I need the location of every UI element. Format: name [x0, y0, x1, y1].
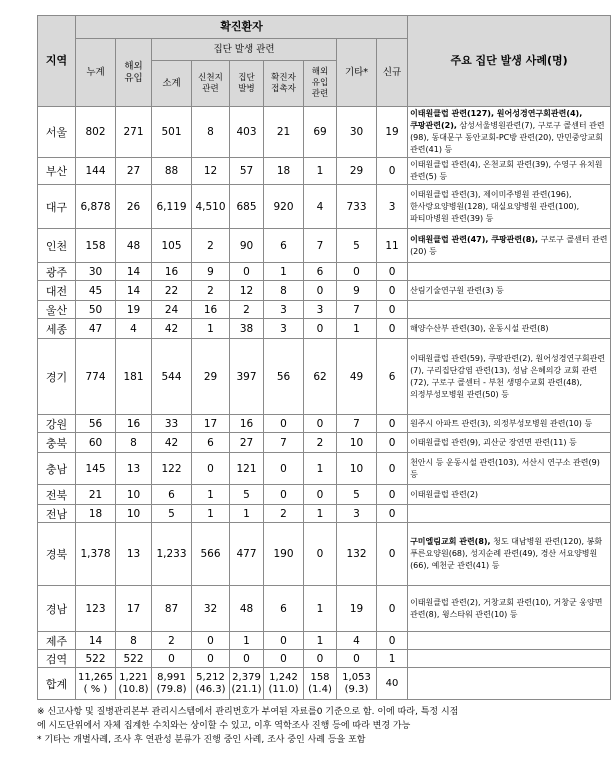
cell-other: 29: [337, 158, 377, 185]
cell-other: 10: [337, 433, 377, 453]
cell-shincheonji: 0: [192, 632, 230, 650]
confirmed-cases-table: [37, 15, 611, 700]
cell-new: 3: [377, 185, 408, 229]
cases-text: 천안시 등 운동시설 관련(103), 서산시 연구소 관련(9) 등: [410, 457, 600, 479]
cell-other: 5: [337, 229, 377, 263]
total-percent: (11.0): [268, 683, 299, 695]
cell-overseas: 14: [116, 281, 152, 301]
cell-overseas-rel: 0: [304, 281, 337, 301]
cell-overseas-rel: 1: [304, 632, 337, 650]
header-new: 신규: [377, 39, 408, 107]
cell-new: 1: [377, 650, 408, 668]
cases-bold-text: 구미엘림교회 관련(8),: [410, 537, 491, 546]
cell-contact: 0: [264, 415, 304, 433]
cases-cell: [408, 319, 611, 339]
cell-overseas: 181: [116, 339, 152, 415]
cell-overseas-rel: 4: [304, 185, 337, 229]
cell-overseas-rel: 0: [304, 319, 337, 339]
cell-overseas-rel: 1: [304, 505, 337, 523]
cell-new: 0: [377, 281, 408, 301]
cell-contact: 3: [264, 301, 304, 319]
cell-group: 27: [230, 433, 264, 453]
cell-overseas-rel: 0: [304, 415, 337, 433]
cell-total: 21: [76, 485, 116, 505]
cell-overseas: 8: [116, 433, 152, 453]
cases-cell: [408, 301, 611, 319]
total-value: 5,212: [196, 671, 225, 683]
cell-shincheonji: 2: [192, 229, 230, 263]
cell-group: 0: [230, 263, 264, 281]
total-value: 1,221: [119, 671, 148, 683]
total-cell-total: [76, 668, 116, 700]
total-cell-contact: [264, 668, 304, 700]
table-row: [38, 263, 611, 281]
cell-total: 14: [76, 632, 116, 650]
footnote-line: * 기타는 개별사례, 조사 후 연관성 분류가 진행 중인 사례, 조사 중인 사례 등을 포함: [37, 735, 366, 745]
cell-group: 0: [230, 650, 264, 668]
header-contact: 확진자 접촉자: [264, 61, 304, 107]
cell-subtotal: 22: [152, 281, 192, 301]
table-row: [38, 319, 611, 339]
total-value: 1,242: [269, 671, 298, 683]
cell-overseas: 27: [116, 158, 152, 185]
cell-other: 733: [337, 185, 377, 229]
cell-total: 18: [76, 505, 116, 523]
cell-other: 5: [337, 485, 377, 505]
cell-contact: 8: [264, 281, 304, 301]
cell-total: 123: [76, 586, 116, 632]
cell-subtotal: 16: [152, 263, 192, 281]
cell-total: 145: [76, 453, 116, 485]
cases-text: 구로구 콜센터 관련(20) 등: [410, 234, 608, 256]
total-cell-group: [230, 668, 264, 700]
cell-group: 685: [230, 185, 264, 229]
cell-contact: 6: [264, 586, 304, 632]
header-confirmed: 확진환자: [76, 16, 408, 39]
total-value: 158: [310, 671, 330, 683]
cell-subtotal: 544: [152, 339, 192, 415]
table-body: [38, 107, 611, 700]
cell-new: 0: [377, 586, 408, 632]
totals-row: [38, 668, 611, 700]
region-cell: 광주: [38, 263, 76, 281]
cases-cell: [408, 632, 611, 650]
cases-cell: [408, 107, 611, 158]
table-row: [38, 650, 611, 668]
cell-overseas: 4: [116, 319, 152, 339]
cell-overseas-rel: 0: [304, 485, 337, 505]
cell-subtotal: 122: [152, 453, 192, 485]
cell-shincheonji: 0: [192, 453, 230, 485]
table-row: [38, 485, 611, 505]
cell-subtotal: 5: [152, 505, 192, 523]
cell-other: 30: [337, 107, 377, 158]
cell-total: 158: [76, 229, 116, 263]
region-cell: 전남: [38, 505, 76, 523]
cases-text: 이태원클럽 관련(4), 온천교회 관련(39), 수영구 유치원 관련(5) 등: [410, 160, 603, 181]
cell-other: 0: [337, 650, 377, 668]
cell-total: 56: [76, 415, 116, 433]
footnote-line: 에 시도단위에서 자체 집계한 수치와는 상이할 수 있고, 이후 역학조사 진행 등에 따라 변경 가능: [37, 721, 411, 731]
cell-overseas-rel: 62: [304, 339, 337, 415]
cases-cell: [408, 505, 611, 523]
cases-cell: [408, 339, 611, 415]
cell-new: 0: [377, 505, 408, 523]
totals-label: 합계: [38, 668, 76, 700]
table-row: [38, 586, 611, 632]
cell-shincheonji: 0: [192, 650, 230, 668]
cell-shincheonji: 9: [192, 263, 230, 281]
cell-new: 0: [377, 319, 408, 339]
total-percent: ( % ): [83, 683, 108, 695]
cell-total: 45: [76, 281, 116, 301]
cell-new: 19: [377, 107, 408, 158]
total-cell-other: [337, 668, 377, 700]
total-cell-overseas: [116, 668, 152, 700]
table-row: [38, 415, 611, 433]
cell-overseas-rel: 6: [304, 263, 337, 281]
cell-total: 522: [76, 650, 116, 668]
totals-cases-empty: [408, 668, 611, 700]
cases-cell: [408, 158, 611, 185]
table-row: [38, 632, 611, 650]
cell-total: 144: [76, 158, 116, 185]
cases-cell: [408, 523, 611, 586]
table-row: [38, 229, 611, 263]
cell-other: 7: [337, 301, 377, 319]
cell-shincheonji: 17: [192, 415, 230, 433]
cell-group: 16: [230, 415, 264, 433]
table-row: [38, 301, 611, 319]
cell-other: 3: [337, 505, 377, 523]
cell-group: 1: [230, 505, 264, 523]
cell-overseas: 10: [116, 505, 152, 523]
cell-overseas: 8: [116, 632, 152, 650]
region-cell: 경북: [38, 523, 76, 586]
cell-contact: 1: [264, 263, 304, 281]
cell-contact: 190: [264, 523, 304, 586]
cell-total: 30: [76, 263, 116, 281]
cell-subtotal: 1,233: [152, 523, 192, 586]
header-cluster: 집단 발생 관련: [152, 39, 337, 61]
cell-subtotal: 24: [152, 301, 192, 319]
cell-other: 4: [337, 632, 377, 650]
cell-contact: 3: [264, 319, 304, 339]
cell-shincheonji: 2: [192, 281, 230, 301]
cases-text: 이태원클럽 관련(9), 괴산군 장연면 관련(11) 등: [410, 437, 577, 447]
header-total: 누계: [76, 39, 116, 107]
region-cell: 대전: [38, 281, 76, 301]
cell-overseas: 13: [116, 453, 152, 485]
cell-total: 6,878: [76, 185, 116, 229]
cell-subtotal: 501: [152, 107, 192, 158]
cell-overseas-rel: 69: [304, 107, 337, 158]
cell-overseas-rel: 7: [304, 229, 337, 263]
cell-overseas: 10: [116, 485, 152, 505]
cell-subtotal: 6: [152, 485, 192, 505]
cases-cell: [408, 229, 611, 263]
cases-text: 원주시 아파트 관련(3), 의정부성모병원 관련(10) 등: [410, 418, 593, 428]
cell-overseas-rel: 1: [304, 453, 337, 485]
cases-cell: [408, 185, 611, 229]
cell-shincheonji: 566: [192, 523, 230, 586]
cases-text: 삼성서울병원관련(7), 구로구 콜센터 관련(98), 동대문구 동안교회-PC방 관련(20), 만민중앙교회 관련(41) 등: [410, 121, 605, 154]
cell-new: 0: [377, 523, 408, 586]
cell-total: 774: [76, 339, 116, 415]
table-row: [38, 339, 611, 415]
cell-subtotal: 6,119: [152, 185, 192, 229]
total-percent: (10.8): [118, 683, 149, 695]
region-cell: 경기: [38, 339, 76, 415]
cell-new: 0: [377, 632, 408, 650]
cell-overseas: 271: [116, 107, 152, 158]
cell-contact: 0: [264, 650, 304, 668]
region-cell: 부산: [38, 158, 76, 185]
region-cell: 서울: [38, 107, 76, 158]
cases-text: 청도 대남병원 관련(120), 봉화 푸른요양원(68), 성지순례 관련(49), 경산 서요양병원(66), 예천군 관련(41) 등: [410, 537, 603, 570]
region-cell: 대구: [38, 185, 76, 229]
cases-cell: [408, 263, 611, 281]
cell-subtotal: 2: [152, 632, 192, 650]
cell-total: 47: [76, 319, 116, 339]
cell-new: 0: [377, 263, 408, 281]
cell-group: 1: [230, 632, 264, 650]
cell-new: 6: [377, 339, 408, 415]
cases-cell: [408, 586, 611, 632]
total-percent: (21.1): [231, 683, 262, 695]
cell-contact: 21: [264, 107, 304, 158]
table-row: [38, 453, 611, 485]
total-cell-subtotal: [152, 668, 192, 700]
header-other: 기타*: [337, 39, 377, 107]
cell-new: 0: [377, 433, 408, 453]
header-region: 지역: [38, 16, 76, 107]
region-cell: 충남: [38, 453, 76, 485]
cell-total: 50: [76, 301, 116, 319]
cell-subtotal: 0: [152, 650, 192, 668]
header-group-outbreak: 집단 발병: [230, 61, 264, 107]
header-cases: 주요 집단 발생 사례(명): [408, 16, 611, 107]
cell-overseas-rel: 0: [304, 650, 337, 668]
cell-group: 121: [230, 453, 264, 485]
table-row: [38, 523, 611, 586]
cases-text: 이태원클럽 관련(59), 쿠팡관련(2), 원어성경연구회관련(7), 구리집단감염 관련(13), 성남 은혜의강 교회 관련(72), 구로구 콜센터 - 부천 생명수교회 관련(48), 의정부성모병원 관련(50) 등: [410, 353, 606, 399]
cases-cell: [408, 433, 611, 453]
cell-new: 0: [377, 485, 408, 505]
cell-shincheonji: 16: [192, 301, 230, 319]
cases-text: 이태원클럽 관련(2): [410, 489, 479, 499]
cell-contact: 0: [264, 453, 304, 485]
cell-contact: 2: [264, 505, 304, 523]
cell-subtotal: 88: [152, 158, 192, 185]
cell-contact: 6: [264, 229, 304, 263]
cases-text: 해양수산부 관련(30), 운동시설 관련(8): [410, 323, 549, 333]
cell-new: 0: [377, 453, 408, 485]
cell-group: 90: [230, 229, 264, 263]
total-value: 1,053: [342, 671, 371, 683]
cell-contact: 18: [264, 158, 304, 185]
cell-shincheonji: 1: [192, 505, 230, 523]
total-percent: (79.8): [156, 683, 187, 695]
cell-other: 49: [337, 339, 377, 415]
header-overseas-related: 해외 유입 관련: [304, 61, 337, 107]
region-cell: 세종: [38, 319, 76, 339]
total-percent: (46.3): [195, 683, 226, 695]
cell-overseas: 14: [116, 263, 152, 281]
cell-other: 19: [337, 586, 377, 632]
cell-other: 0: [337, 263, 377, 281]
region-cell: 전북: [38, 485, 76, 505]
region-cell: 검역: [38, 650, 76, 668]
covid-table-wrapper: [37, 15, 610, 747]
cell-overseas-rel: 1: [304, 158, 337, 185]
cell-overseas: 19: [116, 301, 152, 319]
region-cell: 인천: [38, 229, 76, 263]
cases-cell: [408, 650, 611, 668]
cell-overseas-rel: 3: [304, 301, 337, 319]
cell-group: 38: [230, 319, 264, 339]
cell-group: 57: [230, 158, 264, 185]
total-value: 11,265: [78, 671, 113, 683]
cell-subtotal: 105: [152, 229, 192, 263]
cell-new: 11: [377, 229, 408, 263]
cell-group: 48: [230, 586, 264, 632]
region-cell: 제주: [38, 632, 76, 650]
table-row: [38, 185, 611, 229]
cases-text: 이태원클럽 관련(3), 제이미주병원 관련(196), 한사랑요양병원(128), 대실요양병원 관련(100), 파티마병원 관련(39) 등: [410, 189, 580, 223]
total-cell-new: 40: [377, 668, 408, 700]
cell-other: 9: [337, 281, 377, 301]
cell-shincheonji: 1: [192, 319, 230, 339]
cell-shincheonji: 8: [192, 107, 230, 158]
table-row: [38, 281, 611, 301]
total-value: 2,379: [232, 671, 261, 683]
region-cell: 울산: [38, 301, 76, 319]
cell-subtotal: 42: [152, 319, 192, 339]
cell-other: 132: [337, 523, 377, 586]
cell-other: 7: [337, 415, 377, 433]
cell-contact: 0: [264, 485, 304, 505]
cell-overseas: 13: [116, 523, 152, 586]
cell-shincheonji: 29: [192, 339, 230, 415]
cell-overseas-rel: 0: [304, 523, 337, 586]
cases-cell: [408, 415, 611, 433]
total-percent: (1.4): [308, 683, 332, 695]
cell-shincheonji: 6: [192, 433, 230, 453]
table-row: [38, 505, 611, 523]
cell-other: 1: [337, 319, 377, 339]
cell-contact: 0: [264, 632, 304, 650]
region-cell: 경남: [38, 586, 76, 632]
region-cell: 충북: [38, 433, 76, 453]
header-subtotal: 소계: [152, 61, 192, 107]
cell-shincheonji: 1: [192, 485, 230, 505]
cell-overseas: 48: [116, 229, 152, 263]
cell-contact: 7: [264, 433, 304, 453]
cases-cell: [408, 485, 611, 505]
region-cell: 강원: [38, 415, 76, 433]
cell-group: 12: [230, 281, 264, 301]
cases-cell: [408, 281, 611, 301]
cell-new: 0: [377, 415, 408, 433]
cases-bold-text: 이태원클럽 관련(47), 쿠팡관련(8),: [410, 234, 539, 244]
total-value: 8,991: [157, 671, 186, 683]
cell-overseas-rel: 1: [304, 586, 337, 632]
total-cell-shincheonji: [192, 668, 230, 700]
cell-overseas: 522: [116, 650, 152, 668]
cell-group: 403: [230, 107, 264, 158]
cell-group: 397: [230, 339, 264, 415]
cell-overseas: 16: [116, 415, 152, 433]
cases-cell: [408, 453, 611, 485]
cell-new: 0: [377, 301, 408, 319]
cell-other: 10: [337, 453, 377, 485]
cell-shincheonji: 32: [192, 586, 230, 632]
cell-total: 802: [76, 107, 116, 158]
cell-total: 1,378: [76, 523, 116, 586]
cell-overseas: 17: [116, 586, 152, 632]
footnote-line: ※ 신고사항 및 질병관리본부 관리시스템에서 관리번호가 부여된 자료를0 기준으로 함. 이에 따라, 특정 시점: [37, 707, 459, 717]
cell-group: 2: [230, 301, 264, 319]
cell-overseas-rel: 2: [304, 433, 337, 453]
cases-text: 산림기술연구원 관련(3) 등: [410, 285, 504, 295]
cell-subtotal: 87: [152, 586, 192, 632]
cell-group: 477: [230, 523, 264, 586]
table-row: [38, 433, 611, 453]
cell-shincheonji: 12: [192, 158, 230, 185]
total-cell-overseas-rel: [304, 668, 337, 700]
cell-subtotal: 42: [152, 433, 192, 453]
cell-subtotal: 33: [152, 415, 192, 433]
cases-text: 이태원클럽 관련(2), 거창교회 관련(10), 거창군 웅양면 관련(8), 윙스타워 관련(10) 등: [410, 597, 603, 619]
cell-contact: 56: [264, 339, 304, 415]
cell-overseas: 26: [116, 185, 152, 229]
cases-bold-text: 이태원클럽 관련(127), 원어성경연구회관련(4), 쿠팡관련(2),: [410, 109, 583, 130]
cell-shincheonji: 4,510: [192, 185, 230, 229]
total-percent: (9.3): [344, 683, 369, 695]
cell-new: 0: [377, 158, 408, 185]
footnotes: [37, 705, 610, 747]
header-shincheonji: 신천지 관련: [192, 61, 230, 107]
cell-group: 5: [230, 485, 264, 505]
table-row: [38, 107, 611, 158]
table-row: [38, 158, 611, 185]
cell-contact: 920: [264, 185, 304, 229]
header-overseas: 해외 유입: [116, 39, 152, 107]
cell-total: 60: [76, 433, 116, 453]
